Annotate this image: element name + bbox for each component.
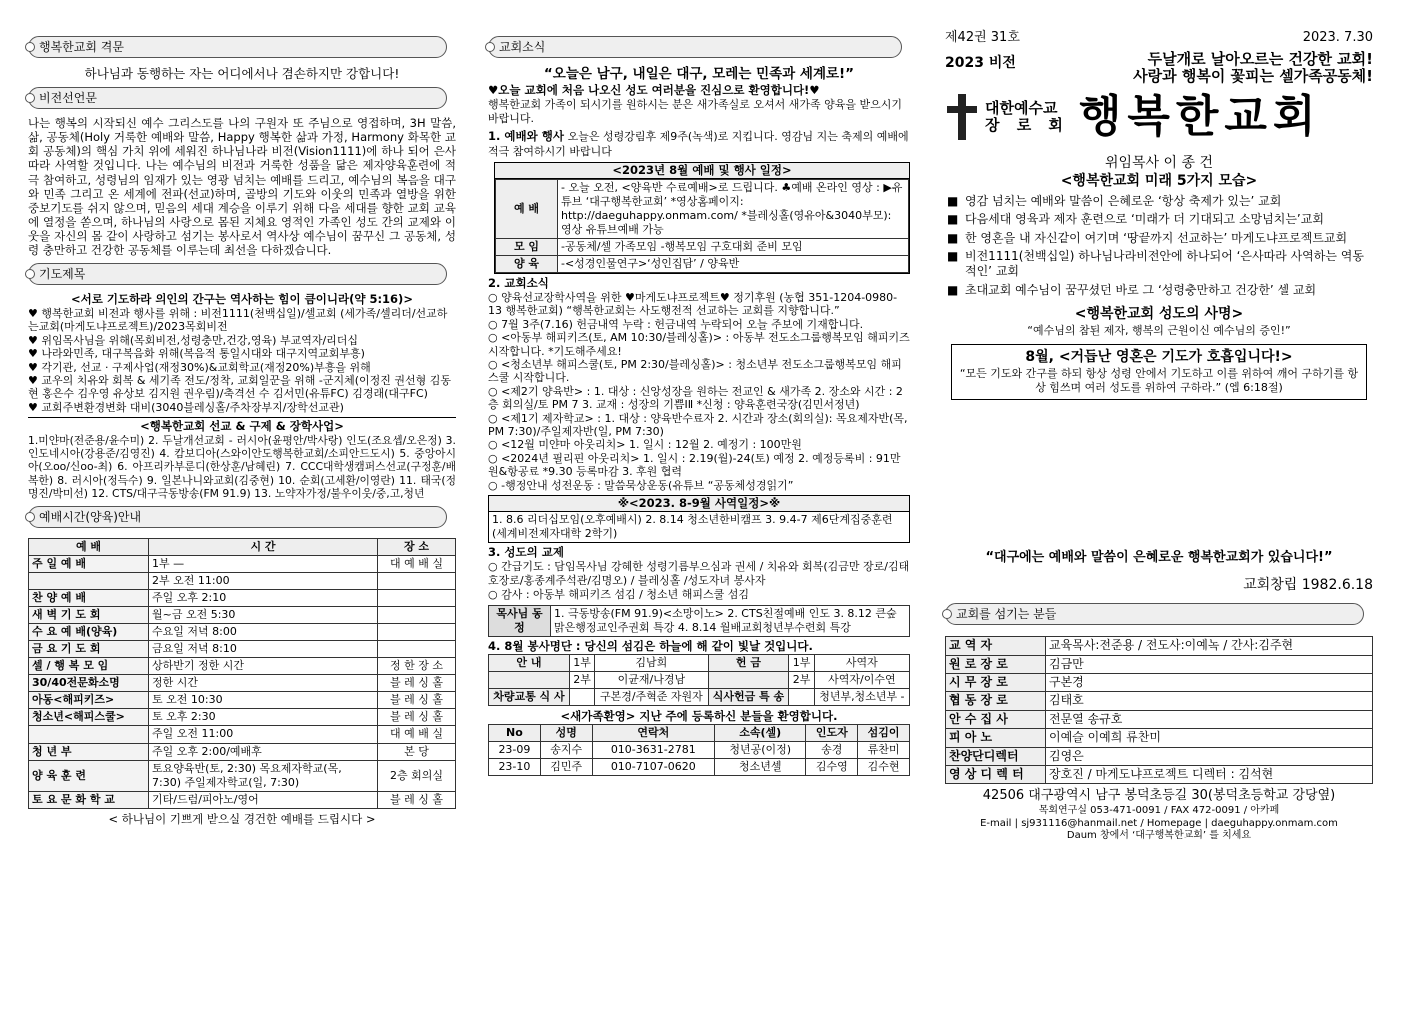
- worship-place: 블 레 싱 홀: [378, 692, 456, 709]
- newcomer-cell: 김수현: [858, 758, 910, 775]
- worship-header: 장 소: [378, 538, 456, 555]
- worship-place: [378, 641, 456, 658]
- worship-time: 주일 오후 2:10: [149, 589, 378, 606]
- prayer-item: ♥ 교우의 치유와 회복 & 세기족 전도/정착, 교회일꾼을 위해 -군지체(이정진 권선형 김동현 홍은수 김우영 유상보 김지원 권우림)/축격선 수 김서민(유튜FC) 김경래(대구FC): [28, 374, 452, 401]
- worship-place: 블 레 싱 홀: [378, 791, 456, 808]
- staff-names: 이예슬 이예희 류찬미: [1046, 729, 1373, 747]
- staff-names: 전문열 송규호: [1046, 710, 1373, 728]
- month-box: [951, 344, 1367, 400]
- worship-name: [29, 572, 149, 589]
- newcomer-header: 성명: [540, 724, 592, 741]
- worship-name: [29, 726, 149, 743]
- staff-table: [945, 636, 1373, 784]
- staff-role: 안 수 집 사: [946, 710, 1046, 728]
- s3-title: 3. 성도의 교제: [488, 544, 564, 559]
- worship-time: 수요일 저녁 8:00: [149, 623, 378, 640]
- worship-header: 시 간: [149, 538, 378, 555]
- worship-time: 기타/드럼/피아노/영어: [149, 791, 378, 808]
- worship-name: 찬 양 예 배: [29, 589, 149, 606]
- staff-names: 김태호: [1046, 692, 1373, 710]
- serve-cell: 1부: [789, 654, 814, 671]
- denomination-2: 장 로 회: [985, 116, 1069, 135]
- s1-title: 1. 예배와 행사: [488, 128, 564, 143]
- worship-name: 청소년<해피스쿨>: [29, 709, 149, 726]
- serve-cell: 김남희: [595, 654, 708, 671]
- goals-heading: <행복한교회 미래 5가지 모습>: [1060, 173, 1258, 190]
- worship-name: 주 일 예 배: [29, 555, 149, 572]
- daum-search: Daum 창에서 ‘대구행복한교회’ 를 치세요: [1066, 830, 1252, 842]
- slogan-2: 사랑과 행복이 꽃피는 셀가족공동체!: [1133, 66, 1373, 85]
- worship-time: 토 오후 2:30: [149, 709, 378, 726]
- worship-name: 금 요 기 도 회: [29, 641, 149, 658]
- worship-row: [29, 726, 456, 743]
- news-item: ○ <12월 미얀마 아웃리치> 1. 일시 : 12월 2. 예정기 : 100만원: [488, 438, 802, 452]
- prayer-item: ♥ 교회주변환경변화 대비(3040블레싱홀/주차장부지/장학선교관): [28, 400, 344, 414]
- goal-item: ■ 비전1111(천백십일) 하나님나라비전안에 하나되어 ‘은사따라 사역하는 역동적인’ 교회: [945, 249, 1373, 280]
- news-item: ○ <제1기 제자학교> : 1. 대상 : 양육반수료자 2. 시간과 장소(회의실): 목요제자반(목, PM 7:30)/주일제자반(일, PM 7:30): [488, 411, 908, 438]
- goal-item: ■ 다음세대 영육과 제자 훈련으로 ‘미래가 더 기대되고 소망넘치는’교회: [945, 212, 1373, 227]
- worship-row: [29, 743, 456, 760]
- serve-cell: [489, 671, 570, 688]
- worship-row: [29, 555, 456, 572]
- serve-table: [488, 654, 910, 706]
- left-column: [28, 36, 456, 1028]
- prayer-list: [28, 307, 456, 414]
- worship-time: 정한 시간: [149, 675, 378, 692]
- serve-cell: 차량교통 식 사: [489, 688, 570, 705]
- newcomer-header: 연락처: [592, 724, 714, 741]
- serve-cell: 구본경/주혁준 자원자: [595, 688, 708, 705]
- worship-place: [378, 572, 456, 589]
- newcomer-header: 인도자: [806, 724, 858, 741]
- worship-name: 30/40전문화소명: [29, 675, 149, 692]
- newcomer-header: No: [489, 724, 541, 741]
- issue-date: 2023. 7.30: [1302, 30, 1373, 45]
- staff-role: 피 아 노: [946, 729, 1046, 747]
- worship-place: 대 예 배 실: [378, 726, 456, 743]
- vision-text: 나는 행복의 시작되신 예수 그리스도를 나의 구원자 또 주님으로 영접하며, 3H 말씀, 삶, 공동체(Holy 거룩한 예배와 말씀, Happy 행복한 삶과 가정, Harmony 화목한 교회 공동체)의 핵심 가치 위에 세워진 하나님나라 비전(Vision1111)에 하나 되어 은사 따라 사역할 것입니다. 나는 예수님의 비전과 거룩한 성품을 닮은 제자양육훈련에 적극 참여하고, 성령님의 임재가 있는 영광 넘치는 예배를 드리고, 예수님의 복음을 대구와 민족 그리고 온 세계에 전파(선교)하며, 골방의 기도와 이웃의 민족과 열방을 위한 중보기도를 쉬지 않으며, 믿음의 세대 계승을 이루기 위해 다음 세대를 향한 교회 교육에 열정을 쏟으며, 하나님의 사랑으로 몸된 지체요 영적인 가족인 성도 간의 교제와 이웃을 자신의 몸 같이 사랑하고 섬기는 봉사로서 역사상 예수님이 꿈꾸신 그 공동체, 성령 충만하고 건강한 공동체를 이루는데 최선을 다하겠습니다.: [28, 116, 456, 257]
- prayer-item: ♥ 위임목사님을 위해(목회비전,성령충만,건강,영육) 부교역자/리더십: [28, 333, 359, 347]
- worship-row: [29, 606, 456, 623]
- contact: 목회연구실 053-471-0091 / FAX 472-0091 / 아카페: [1038, 804, 1280, 816]
- middle-column: 교회소식 “오늘은 남구, 내일은 대구, 모레는 민족과 세계로!” ♥오늘 교회에 처음 나오신 성도 여러분을 진심으로 환영합니다!♥ 행복한교회 가족이 되시기를 원하시는 분은 새가족실로 오셔서 새가족 양육을 받으시기 바랍니다. 1. 예배와 행사 오늘은 성령강림후 제9주(녹색)로 지킵니다. 영감님 지는 축제의 예배에 적극 참여하시기 바랍니다 <2023년 8월 예배 및 행사 일정> 예 배 - 오늘 오전, <양육반 수료예배>로 드립니다. ♣예배 온라인 영상 : ▶유튜브 ‘대구행복한교회’ *영상홈페이지: http://daeguhappy.onmam.com/ *블레싱홀(영유아&3040부모): 영상 유튜브예배 가능 모 임 -공동체/셀 가족모임 -행복모임 구호대회 준비 모임 양 육 -<성경인물연구>‘성인집담’ / 양육반 2. 교회소식 ○ 양육선교장학사역을 위한 ♥마게도냐프로젝트♥ 정기후원 (농협 351-1204-0980-13 행복한교회) “행복한교회는 사도행전적 선교하는 교회를 지향합니다.” ○ 7월 3주(7.16) 헌금내역 누락 : 헌금내역 누락되어 오늘 주보에 기재합니다. ○ <아동부 해피키즈(토, AM 10:30/블레싱홀)> : 아동부 전도소그룹행복모임 해피키즈 시작합니다. *기도해주세요! ○ <청소년부 해피스쿨(토, PM 2:30/블레싱홀)> : 청소년부 전도소그룹행복모임 해피스쿨 시작합니다. ○ <제2기 양육반> : 1. 대상 : 신앙성장을 원하는 전교인 & 새가족 2. 장소와 시간 : 2층 회의실/토 PM 7 3. 교재 : 성장의 기쁨ⅠⅡ *신청 : 양육훈련국장(김민서정년) ○ <제1기 제자학교> : 1. 대상 : 양육반수료자 2. 시간과 장소(회의실): 목요제자반(목, PM 7:30)/주일제자반(일, PM 7:30) ○ <12월 미얀마 아웃리치> 1. 일시 : 12월 2. 예정기 : 100만원 ○ <2024년 필리핀 아웃리치> 1. 일시 : 2.19(월)-24(토) 예정 2. 예정등록비 : 91만원&항공료 *9.30 등록마감 3. 후원 협력 ○ -행정안내 성전운동 : 말씀묵상운동(유튜브 “공동체성경읽기” ※<2023. 8-9월 사역일정>※ 1. 8.6 리더십모임(오후예배시) 2. 8.14 청소년한비캠프 3. 9.4-7 제6단계집중훈련(세계비전제자대학 2학기) 3. 성도의 교제 ○ 간급기도 : 담임목사님 강혜한 성령기름부으심과 권세 / 치유와 회복(김금만 장로/김태호장로/홍종계주석관/김명오) / 블레싱홀 /성도자녀 봉사자 ○ 감사 : 아동부 해피키즈 섬김 / 청소년 해피스쿨 섬김 목사님 동 정 1. 극동방송(FM 91.9)<소망이노> 2. CTS친절예배 인도 3. 8.12 큰숲맑은행정교인주권회 특강 4. 8.14 월배교회청년부수련회 특강 4. 8월 봉사명단 : 당신의 섬김은 하늘에 해 같이 빛날 것입니다. 안 내 1부 김남희 헌 금 1부 사역자 2부 이균재/나경남 2부 사역자/이수연 차량교통 식 사 구본경/주혁준 자원자 식사헌금 특 송 청년부,청소년부 - <새가족환영> 지난 주에 등록하신 분들을 환영합니다. No 성명 연락처 소속(셀) 인도자 섬김이 23-09 송지수 010-3631-2781 청년공(이정) 송경 류찬미 23-10 김민주 010-7107-0620 청소년셀 김수영 김수현: [488, 36, 910, 1028]
- newcomer-cell: 청소년셀: [714, 758, 805, 775]
- serve-cell: 청년부,청소년부 -: [814, 688, 909, 705]
- worship-place: [378, 606, 456, 623]
- worship-time: 주일 오후 2:00/예배후: [149, 743, 378, 760]
- serve-cell: 안 내: [489, 654, 570, 671]
- serve-cell: 이균재/나경남: [595, 671, 708, 688]
- newcomer-cell: 김수영: [806, 758, 858, 775]
- serve-cell: 2부: [569, 671, 594, 688]
- staff-names: 장호진 / 마게도냐프로젝트 디렉터 : 김석현: [1046, 765, 1373, 783]
- motto: 하나님과 동행하는 자는 어디에서나 겸손하지만 강합니다!: [84, 65, 400, 81]
- worship-place: [378, 589, 456, 606]
- news-item: ○ <아동부 해피키즈(토, AM 10:30/블레싱홀)> : 아동부 전도소그룹행복모임 해피키즈 시작합니다. *기도해주세요!: [488, 331, 910, 358]
- issue-number: 제42권 31호: [945, 30, 1020, 45]
- worship-place: 블 레 싱 홀: [378, 675, 456, 692]
- newcomer-cell: 010-7107-0620: [592, 758, 714, 775]
- worship-place: 2층 회의실: [378, 760, 456, 791]
- staff-role: 영 상 디 렉 터: [946, 765, 1046, 783]
- worship-row: [29, 760, 456, 791]
- worship-time: 금요일 저녁 8:10: [149, 641, 378, 658]
- staff-names: 김금만: [1046, 655, 1373, 673]
- month-verse: “모든 기도와 간구를 하되 항상 성령 안에서 기도하고 이를 위하여 깨어 구하기를 항상 힘쓰며 여러 성도를 위하여 구하라.” (엡 6:18절): [959, 366, 1359, 395]
- news-item: ○ 양육선교장학사역을 위한 ♥마게도냐프로젝트♥ 정기후원 (농협 351-1204-0980-13 행복한교회) “행복한교회는 사도행전적 선교하는 교회를 지향합니다.”: [488, 290, 898, 318]
- month-title: 8월, <거듭난 영혼은 기도가 호흡입니다!>: [1025, 349, 1293, 366]
- news-item: ○ -행정안내 성전운동 : 말씀묵상운동(유튜브 “공동체성경읽기”: [488, 478, 794, 492]
- news-item: ○ 7월 3주(7.16) 헌금내역 누락 : 헌금내역 누락되어 오늘 주보에 기재합니다.: [488, 317, 864, 331]
- slogan-1: 두날개로 날아오르는 건강한 교회!: [1147, 49, 1373, 68]
- news-item: ○ <2024년 필리핀 아웃리치> 1. 일시 : 2.19(월)-24(토) 예정 2. 예정등록비 : 91만원&항공료 *9.30 등록마감 3. 후원 협력: [488, 451, 901, 479]
- serve-cell: 사역자: [814, 654, 909, 671]
- address: 42506 대구광역시 남구 봉덕초등길 30(봉덕초등학교 강당옆): [982, 788, 1336, 804]
- worship-row: [29, 675, 456, 692]
- section-tag-news: 교회소식: [488, 36, 902, 58]
- event-label: 모 임: [496, 239, 558, 256]
- newcomer-cell: 류찬미: [858, 741, 910, 758]
- section-tag-prayer: 기도제목: [28, 263, 447, 285]
- serve-cell: [708, 671, 789, 688]
- prayer-heading: <서로 기도하라 의인의 간구는 역사하는 힘이 큼이니라(약 5:16)>: [71, 292, 413, 307]
- newcomer-cell: 청년공(이정): [714, 741, 805, 758]
- founded: 교회창립 1982.6.18: [1243, 576, 1373, 593]
- worship-name: 셀 / 행 복 모 임: [29, 658, 149, 675]
- s2-title: 2. 교회소식: [488, 276, 549, 291]
- prayer-item: ♥ 행복한교회 비전과 행사를 위해 : 비전1111(천백십일)/셀교회 (세가족/셀리더/선교하는교회(마게도냐프로젝트)/2023목회비전: [28, 307, 448, 334]
- worship-place: 대 예 배 실: [378, 555, 456, 572]
- event-detail: -공동체/셀 가족모임 -행복모임 구호대회 준비 모임: [558, 239, 909, 256]
- staff-names: 구본경: [1046, 674, 1373, 692]
- goal-item: ■ 한 영혼을 내 자신같이 여기며 ‘땅끝까지 선교하는’ 마게도냐프로젝트교회: [945, 231, 1373, 246]
- staff-names: 교육목사:전준용 / 전도사:이예녹 / 간사:김주현: [1046, 637, 1373, 655]
- serve-cell: 헌 금: [708, 654, 789, 671]
- event-label: 양 육: [496, 256, 558, 273]
- minister-text: 1. 극동방송(FM 91.9)<소망이노> 2. CTS친절예배 인도 3. 8.12 큰숲맑은행정교인주권회 특강 4. 8.14 월배교회청년부수련회 특강: [551, 605, 910, 636]
- care-thanks: 감사 : 아동부 해피키즈 섬김 / 청소년 해피스쿨 섬김: [501, 587, 750, 601]
- newcomer-header: 섬김이: [858, 724, 910, 741]
- email[interactable]: E-mail | sj931116@hanmail.net / Homepage | daeguhappy.onmam.com: [980, 817, 1338, 829]
- event-detail: - 오늘 오전, <양육반 수료예배>로 드립니다. ♣예배 온라인 영상 : ▶유튜브 ‘대구행복한교회’ *영상홈페이지: http://daeguhappy.onmam.com/ *블레싱홀(영유아&3040부모): 영상 유튜브예배 가능: [558, 179, 909, 238]
- mission-heading: <행복한교회 선교 & 구제 & 장학사업>: [140, 419, 344, 434]
- worship-row: [29, 692, 456, 709]
- staff-names: 김영은: [1046, 747, 1373, 765]
- event-label: 예 배: [496, 179, 558, 238]
- worship-name: 토 요 문 화 학 교: [29, 791, 149, 808]
- news-list: [488, 291, 910, 492]
- worship-time: 월~금 오전 5:30: [149, 606, 378, 623]
- worship-time: 토요양육반(토, 2:30) 목요제자학교(목, 7:30) 주일제자학교(일, 7:30): [149, 760, 378, 791]
- worship-place: 본 당: [378, 743, 456, 760]
- staff-role: 찬양단디렉터: [946, 747, 1046, 765]
- s4-title: 4. 8월 봉사명단 : 당신의 섬김은 하늘에 해 같이 빛날 것입니다.: [488, 639, 813, 653]
- prayer-item: ♥ 나라와민족, 대구복음화 위해(복음적 통일시대와 대구지역교회부흥): [28, 347, 365, 361]
- staff-role: 시 무 장 로: [946, 674, 1046, 692]
- staff-role: 협 동 장 로: [946, 692, 1046, 710]
- worship-table: [28, 538, 456, 809]
- serve-cell: [789, 688, 814, 705]
- denomination-1: 대한예수교: [985, 98, 1058, 117]
- worship-row: [29, 658, 456, 675]
- event-heading: <2023년 8월 예배 및 행사 일정>: [495, 163, 909, 179]
- worship-name: 양 육 훈 련: [29, 760, 149, 791]
- serve-cell: 2부: [789, 671, 814, 688]
- news-item: ○ <청소년부 해피스쿨(토, PM 2:30/블레싱홀)> : 청소년부 전도소그룹행복모임 해피스쿨 시작합니다.: [488, 357, 902, 385]
- goals-list: [945, 194, 1373, 298]
- goal-item: ■ 초대교회 예수님이 꿈꾸셨던 바로 그 ‘성령충만하고 건강한’ 셀 교회: [945, 283, 1373, 298]
- care-prayer: 간급기도 : 담임목사님 강혜한 성령기름부으심과 권세 / 치유와 회복(김금만 장로/김태호장로/홍종계주석관/김명오) / 블레싱홀 /성도자녀 봉사자: [488, 559, 910, 587]
- prayer-item: ♥ 각기관, 선교 · 구제사업(재정30%)&교회학교(재정20%)부흥을 위해: [28, 360, 371, 374]
- newcomer-cell: 송지수: [540, 741, 592, 758]
- grace-line: “대구에는 예배와 말씀이 은혜로운 행복한교회가 있습니다!”: [985, 550, 1333, 566]
- mission-text: 1.미얀마(전준용/윤수미) 2. 두날개선교회 - 러시아(윤평안/박사랑) 인도(조요셉/오은정) 3. 인도네시아(강용준/김영진) 4. 캄보디아(스와이안도행복한교회/소피안드도시) 5. 중앙아시아(오oo/신oo-최) 6. 아프리카부룬디(한상훈/남혜린) 7. CCC대학생캠퍼스선교(구정훈/배복한) 8. 러시아(정득수) 9. 일본나니와교회(김중현) 10. 순회(고세환/이영란) 11. 태국(정명진/박미선) 12. CTS/대구극동방송(FM 91.9) 13. 노약자가정/불우이웃/중,고,청년: [28, 434, 456, 500]
- minister-label: 목사님 동 정: [489, 605, 551, 636]
- serve-cell: [569, 688, 594, 705]
- staff-role: 교 역 자: [946, 637, 1046, 655]
- event-detail: -<성경인물연구>‘성인집담’ / 양육반: [558, 256, 909, 273]
- worship-name: 아동<해피키즈>: [29, 692, 149, 709]
- newcomer-heading: <새가족환영> 지난 주에 등록하신 분들을 환영합니다.: [560, 708, 838, 723]
- worship-name: 청 년 부: [29, 743, 149, 760]
- serve-cell: 식사헌금 특 송: [708, 688, 789, 705]
- worship-footer: < 하나님이 기쁘게 받으실 경건한 예배를 드립시다 >: [108, 811, 376, 826]
- mission-sub: “예수님의 참된 제자, 행복의 근원이신 예수님의 증인!”: [1027, 324, 1291, 337]
- newcomer-cell: 송경: [806, 741, 858, 758]
- section-tag-motto: 행복한교회 격문: [28, 36, 447, 58]
- minister-table: [488, 605, 910, 637]
- welcome-note: 행복한교회 가족이 되시기를 원하시는 분은 새가족실로 오셔서 새가족 양육을 받으시기 바랍니다.: [488, 97, 903, 125]
- headline: “오늘은 남구, 내일은 대구, 모레는 민족과 세계로!”: [543, 65, 855, 82]
- vision-year: 2023 비전: [945, 54, 1016, 71]
- worship-row: [29, 589, 456, 606]
- newcomer-cell: 김민주: [540, 758, 592, 775]
- church-name: 행복한교회: [1078, 90, 1322, 142]
- cross-logo-icon: [945, 94, 979, 140]
- newcomer-cell: 010-3631-2781: [592, 741, 714, 758]
- schedule-text: 1. 8.6 리더십모임(오후예배시) 2. 8.14 청소년한비캠프 3. 9.4-7 제6단계집중훈련(세계비전제자대학 2학기): [492, 512, 893, 540]
- worship-time: 2부 오전 11:00: [149, 572, 378, 589]
- worship-time: 1부 —: [149, 555, 378, 572]
- mission-heading: <행복한교회 성도의 사명>: [1074, 306, 1244, 323]
- newcomer-cell: 23-09: [489, 741, 541, 758]
- worship-row: [29, 572, 456, 589]
- s1-text: 오늘은 성령강림후 제9주(녹색)로 지킵니다. 영감님 지는 축제의 예배에 적극 참여하시기 바랍니다: [488, 129, 909, 158]
- pastor: 위임목사 이 종 건: [1104, 155, 1214, 172]
- worship-place: 정 한 장 소: [378, 658, 456, 675]
- worship-header: 예 배: [29, 538, 149, 555]
- staff-role: 원 로 장 로: [946, 655, 1046, 673]
- section-tag-worship: 예배시간(양육)안내: [28, 506, 447, 528]
- serve-cell: 사역자/이수연: [814, 671, 909, 688]
- serve-cell: 1부: [569, 654, 594, 671]
- worship-place: [378, 623, 456, 640]
- goal-item: ■ 영감 넘치는 예배와 말씀이 은혜로운 ‘항상 축제가 있는’ 교회: [945, 194, 1373, 209]
- worship-row: [29, 641, 456, 658]
- worship-row: [29, 623, 456, 640]
- news-item: ○ <제2기 양육반> : 1. 대상 : 신앙성장을 원하는 전교인 & 새가족 2. 장소와 시간 : 2층 회의실/토 PM 7 3. 교재 : 성장의 기쁨ⅠⅡ *신청 : 양육훈련국장(김민서정년): [488, 384, 903, 412]
- event-table: [495, 179, 909, 273]
- worship-place: 블 레 싱 홀: [378, 709, 456, 726]
- worship-row: [29, 709, 456, 726]
- newcomer-header: 소속(셀): [714, 724, 805, 741]
- worship-name: 수 요 예 배(양육): [29, 623, 149, 640]
- worship-name: 새 벽 기 도 회: [29, 606, 149, 623]
- welcome: ♥오늘 교회에 처음 나오신 성도 여러분을 진심으로 환영합니다!♥: [488, 82, 820, 97]
- section-tag-vision: 비전선언문: [28, 87, 447, 109]
- worship-row: [29, 791, 456, 808]
- newcomer-cell: 23-10: [489, 758, 541, 775]
- worship-time: 토 오전 10:30: [149, 692, 378, 709]
- newcomer-table: [488, 724, 910, 776]
- right-column: [945, 30, 1373, 1022]
- worship-time: 주일 오전 11:00: [149, 726, 378, 743]
- schedule-heading: ※<2023. 8-9월 사역일정>※: [489, 496, 909, 512]
- section-tag-staff: 교회를 섬기는 분들: [945, 603, 1364, 625]
- worship-time: 상하반기 정한 시간: [149, 658, 378, 675]
